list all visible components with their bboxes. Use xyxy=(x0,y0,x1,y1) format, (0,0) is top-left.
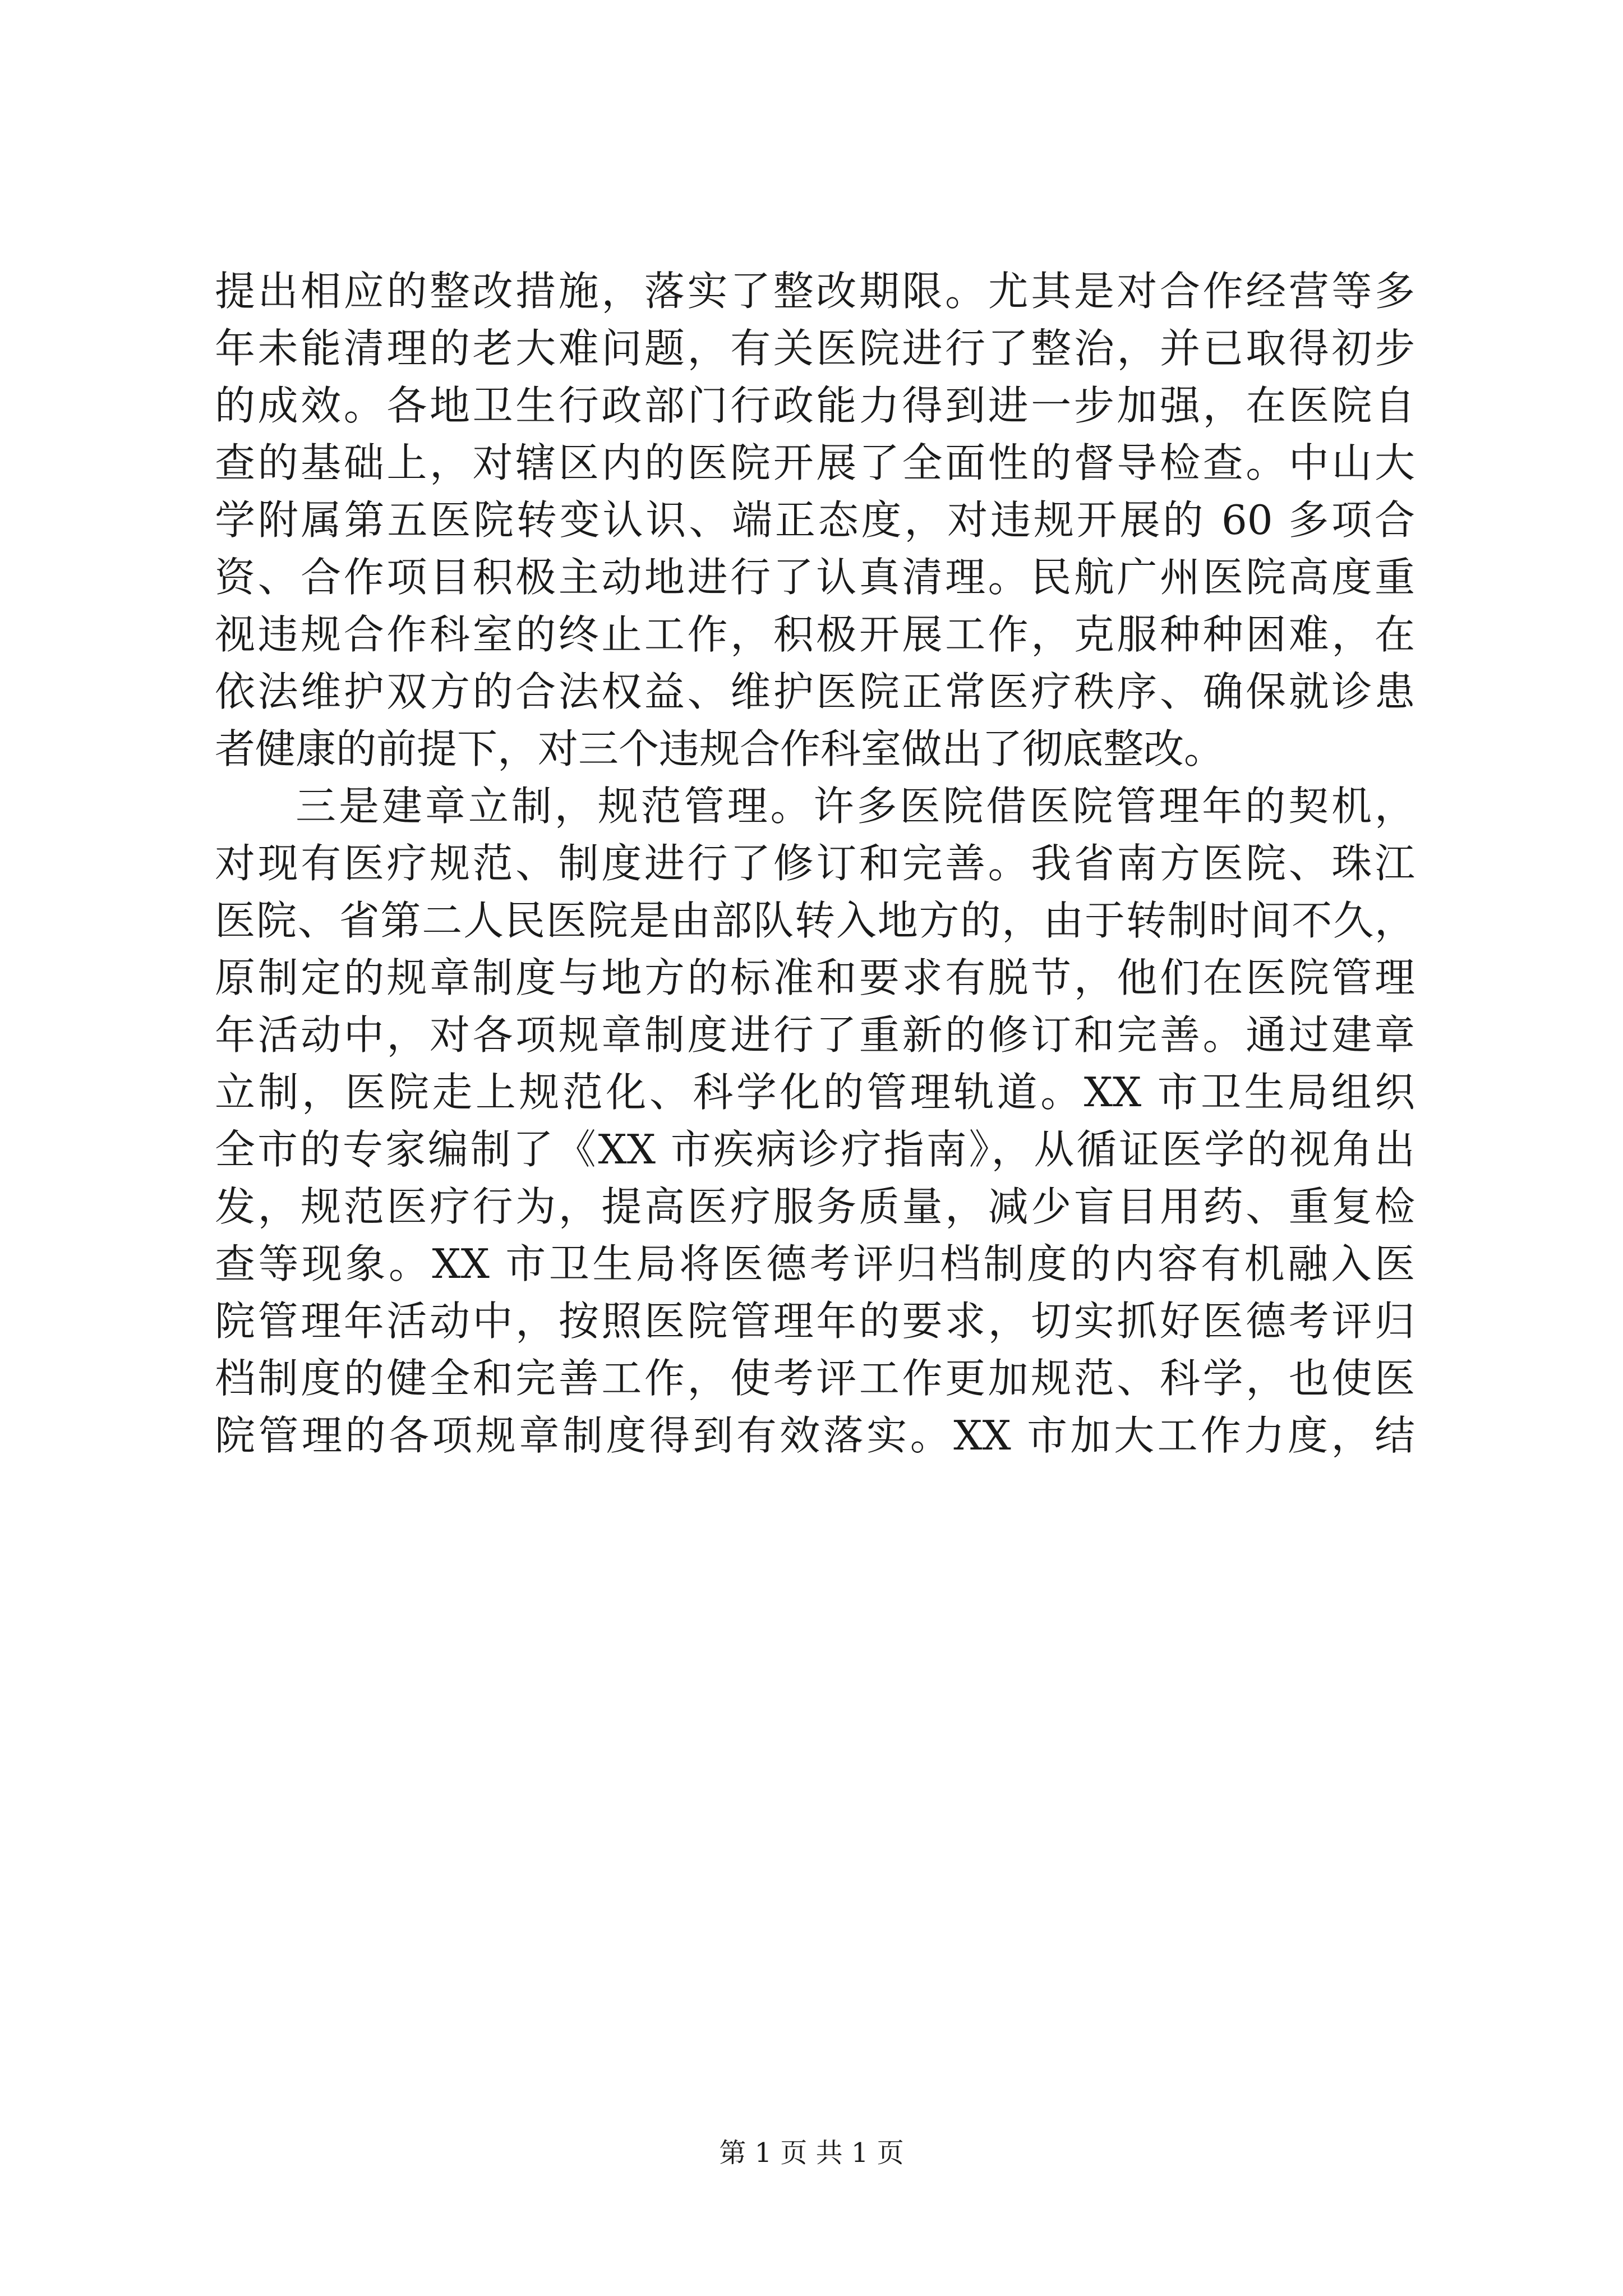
text-line: 查等现象。XX 市卫生局将医德考评归档制度的内容有机融入医 xyxy=(215,1240,1415,1287)
text-line: 资、合作项目积极主动地进行了认真清理。民航广州医院高度重 xyxy=(215,554,1415,601)
text-line: 档制度的健全和完善工作，使考评工作更加规范、科学，也使医 xyxy=(215,1355,1415,1402)
text-line: 全市的专家编制了《XX 市疾病诊疗指南》，从循证医学的视角出 xyxy=(215,1126,1415,1173)
page-footer xyxy=(0,2136,1623,2170)
text-line: 对现有医疗规范、制度进行了修订和完善。我省南方医院、珠江 xyxy=(215,840,1415,887)
text-line: 年未能清理的老大难问题，有关医院进行了整治，并已取得初步 xyxy=(215,325,1415,372)
text-line: 年活动中，对各项规章制度进行了重新的修订和完善。通过建章 xyxy=(215,1011,1415,1059)
text-line: 依法维护双方的合法权益、维护医院正常医疗秩序、确保就诊患 xyxy=(215,668,1415,715)
text-line: 医院、省第二人民医院是由部队转入地方的，由于转制时间不久， xyxy=(215,897,1415,944)
text-line: 视违规合作科室的终止工作，积极开展工作，克服种种困难，在 xyxy=(215,611,1415,658)
text-line: 原制定的规章制度与地方的标准和要求有脱节，他们在医院管理 xyxy=(215,954,1415,1001)
text-line: 院管理年活动中，按照医院管理年的要求，切实抓好医德考评归 xyxy=(215,1297,1415,1345)
document-body xyxy=(215,263,1415,1464)
text-line: 院管理的各项规章制度得到有效落实。XX 市加大工作力度，结 xyxy=(215,1412,1415,1459)
page-number-label: 第 1 页 共 1 页 xyxy=(719,2137,904,2169)
text-line: 发，规范医疗行为，提高医疗服务质量，减少盲目用药、重复检 xyxy=(215,1183,1415,1230)
text-line: 查的基础上，对辖区内的医院开展了全面性的督导检查。中山大 xyxy=(215,439,1415,486)
paragraph-start-line: 三是建章立制，规范管理。许多医院借医院管理年的契机， xyxy=(296,783,1415,830)
text-line: 立制，医院走上规范化、科学化的管理轨道。XX 市卫生局组织 xyxy=(215,1069,1415,1116)
text-line: 的成效。各地卫生行政部门行政能力得到进一步加强，在医院自 xyxy=(215,382,1415,429)
text-line: 学附属第五医院转变认识、端正态度，对违规开展的 60 多项合 xyxy=(215,496,1415,544)
text-line: 提出相应的整改措施，落实了整改期限。尤其是对合作经营等多 xyxy=(215,268,1415,315)
text-line: 者健康的前提下，对三个违规合作科室做出了彻底整改。 xyxy=(215,725,1225,772)
